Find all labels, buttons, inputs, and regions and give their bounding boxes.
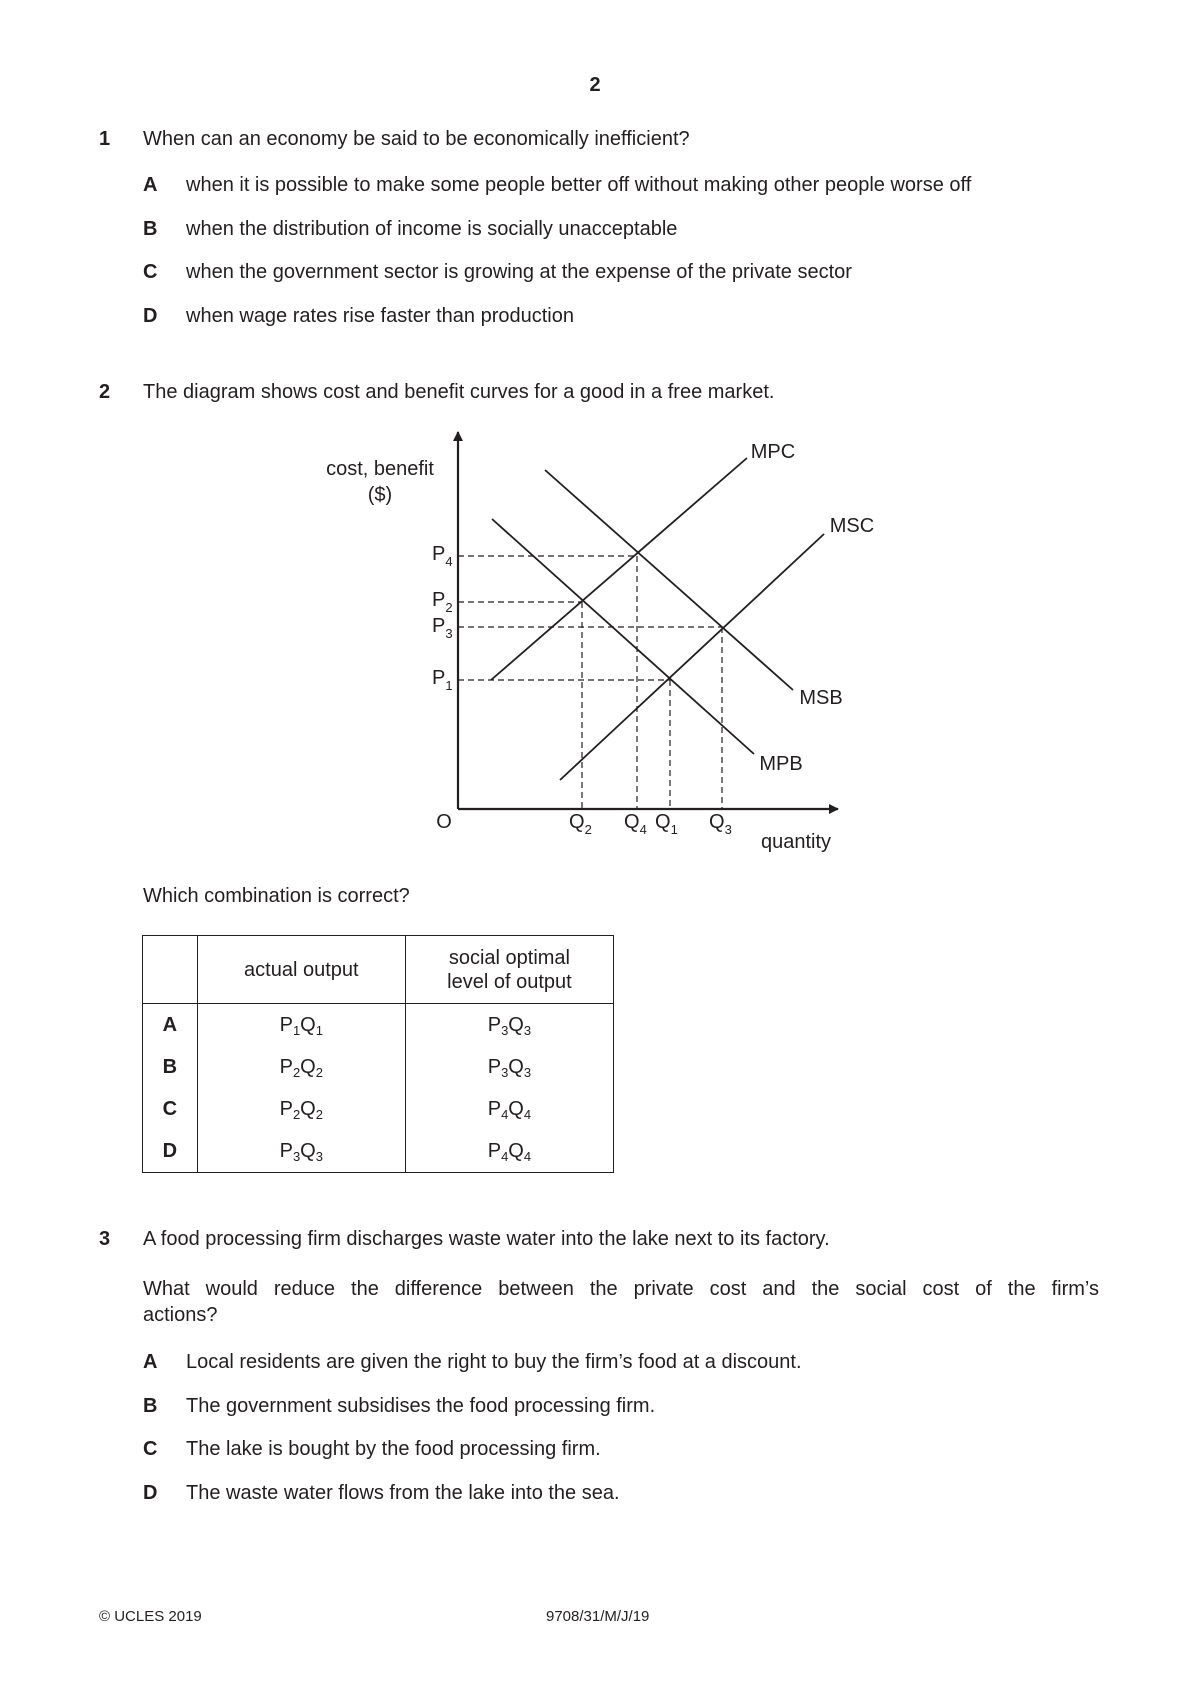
question-number: 2 xyxy=(99,381,111,403)
table-row xyxy=(143,1088,614,1130)
price-label-p2: $P_2$ xyxy=(432,589,453,615)
optimal-output-cell: $P_4Q_4$ xyxy=(405,1088,613,1130)
option-letter-d: D xyxy=(143,305,158,327)
option-letter-a: A xyxy=(143,174,158,196)
option-text-c: when the government sector is growing at the expense of the private sector xyxy=(186,261,852,283)
mpc-label: MPC xyxy=(750,441,796,463)
question-text-line-1: What would reduce the difference between the private cost and the social cost of the firm’s xyxy=(143,1278,1099,1300)
row-letter: D xyxy=(143,1130,198,1173)
option-text-a: Local residents are given the right to buy the firm’s food at a discount. xyxy=(186,1351,802,1373)
option-letter-b: B xyxy=(143,1395,158,1417)
actual-output-cell: $P_2Q_2$ xyxy=(197,1088,405,1130)
actual-output-cell: $P_2Q_2$ xyxy=(197,1046,405,1088)
option-letter-b: B xyxy=(143,218,158,240)
msc-label: MSC xyxy=(829,515,875,537)
table-row xyxy=(143,1130,614,1173)
table-row xyxy=(143,1046,614,1088)
option-letter-c: C xyxy=(143,1438,158,1460)
optimal-output-cell: $P_3Q_3$ xyxy=(405,1046,613,1088)
quantity-label-q3: $Q_3$ xyxy=(709,811,732,837)
row-letter: B xyxy=(143,1046,198,1088)
option-text-a: when it is possible to make some people better off without making other people worse off xyxy=(186,174,972,196)
option-letter-d: D xyxy=(143,1482,158,1504)
table-prompt: Which combination is correct? xyxy=(143,885,410,907)
table-header-actual-output: actual output xyxy=(197,936,405,1004)
question-number: 1 xyxy=(99,128,111,150)
quantity-label-q4: $Q_4$ xyxy=(624,811,647,837)
question-stem: A food processing firm discharges waste water into the lake next to its factory. xyxy=(143,1228,830,1250)
table-header-line-1: social optimal xyxy=(448,946,570,969)
quantity-label-q2: $Q_2$ xyxy=(569,811,592,837)
answer-table xyxy=(142,935,614,1173)
origin-label: O xyxy=(436,811,452,833)
row-letter: C xyxy=(143,1088,198,1130)
footer-code: 9708/31/M/J/19 xyxy=(546,1608,650,1625)
x-axis-label: quantity xyxy=(760,831,832,853)
price-label-p1: $P_1$ xyxy=(432,667,453,693)
option-text-d: The waste water flows from the lake into the sea. xyxy=(186,1482,620,1504)
footer-copyright: © UCLES 2019 xyxy=(99,1608,202,1625)
optimal-output-cell: $P_4Q_4$ xyxy=(405,1130,613,1173)
option-text-c: The lake is bought by the food processing firm. xyxy=(186,1438,601,1460)
question-number: 3 xyxy=(99,1228,111,1250)
table-row xyxy=(143,1004,614,1047)
option-letter-c: C xyxy=(143,261,158,283)
table-header-empty xyxy=(143,936,198,1004)
question-text-line-2: actions? xyxy=(143,1304,218,1326)
quantity-label-q1: $Q_1$ xyxy=(655,811,678,837)
msb-label: MSB xyxy=(799,687,843,709)
option-text-b: when the distribution of income is socially unacceptable xyxy=(186,218,678,240)
table-header-line-2: level of output xyxy=(447,970,572,993)
actual-output-cell: $P_1Q_1$ xyxy=(197,1004,405,1047)
table-header-row xyxy=(143,936,614,1004)
optimal-output-cell: $P_3Q_3$ xyxy=(405,1004,613,1047)
price-label-p3: $P_3$ xyxy=(432,615,453,641)
msc-curve xyxy=(560,534,824,780)
actual-output-cell: $P_3Q_3$ xyxy=(197,1130,405,1173)
price-label-p4: $P_4$ xyxy=(432,543,453,569)
mpb-label: MPB xyxy=(759,753,803,775)
y-axis-label: cost, benefit xyxy=(326,458,434,480)
option-letter-a: A xyxy=(143,1351,158,1373)
page-number: 2 xyxy=(589,74,601,96)
question-text: The diagram shows cost and benefit curves for a good in a free market. xyxy=(143,381,775,403)
row-letter: A xyxy=(143,1004,198,1047)
mpc-curve xyxy=(491,458,747,680)
question-text: When can an economy be said to be economically inefficient? xyxy=(143,128,690,150)
option-text-d: when wage rates rise faster than production xyxy=(186,305,574,327)
option-text-b: The government subsidises the food processing firm. xyxy=(186,1395,656,1417)
table-header-social-optimal xyxy=(405,936,613,1004)
y-axis-unit: ($) xyxy=(367,484,393,506)
